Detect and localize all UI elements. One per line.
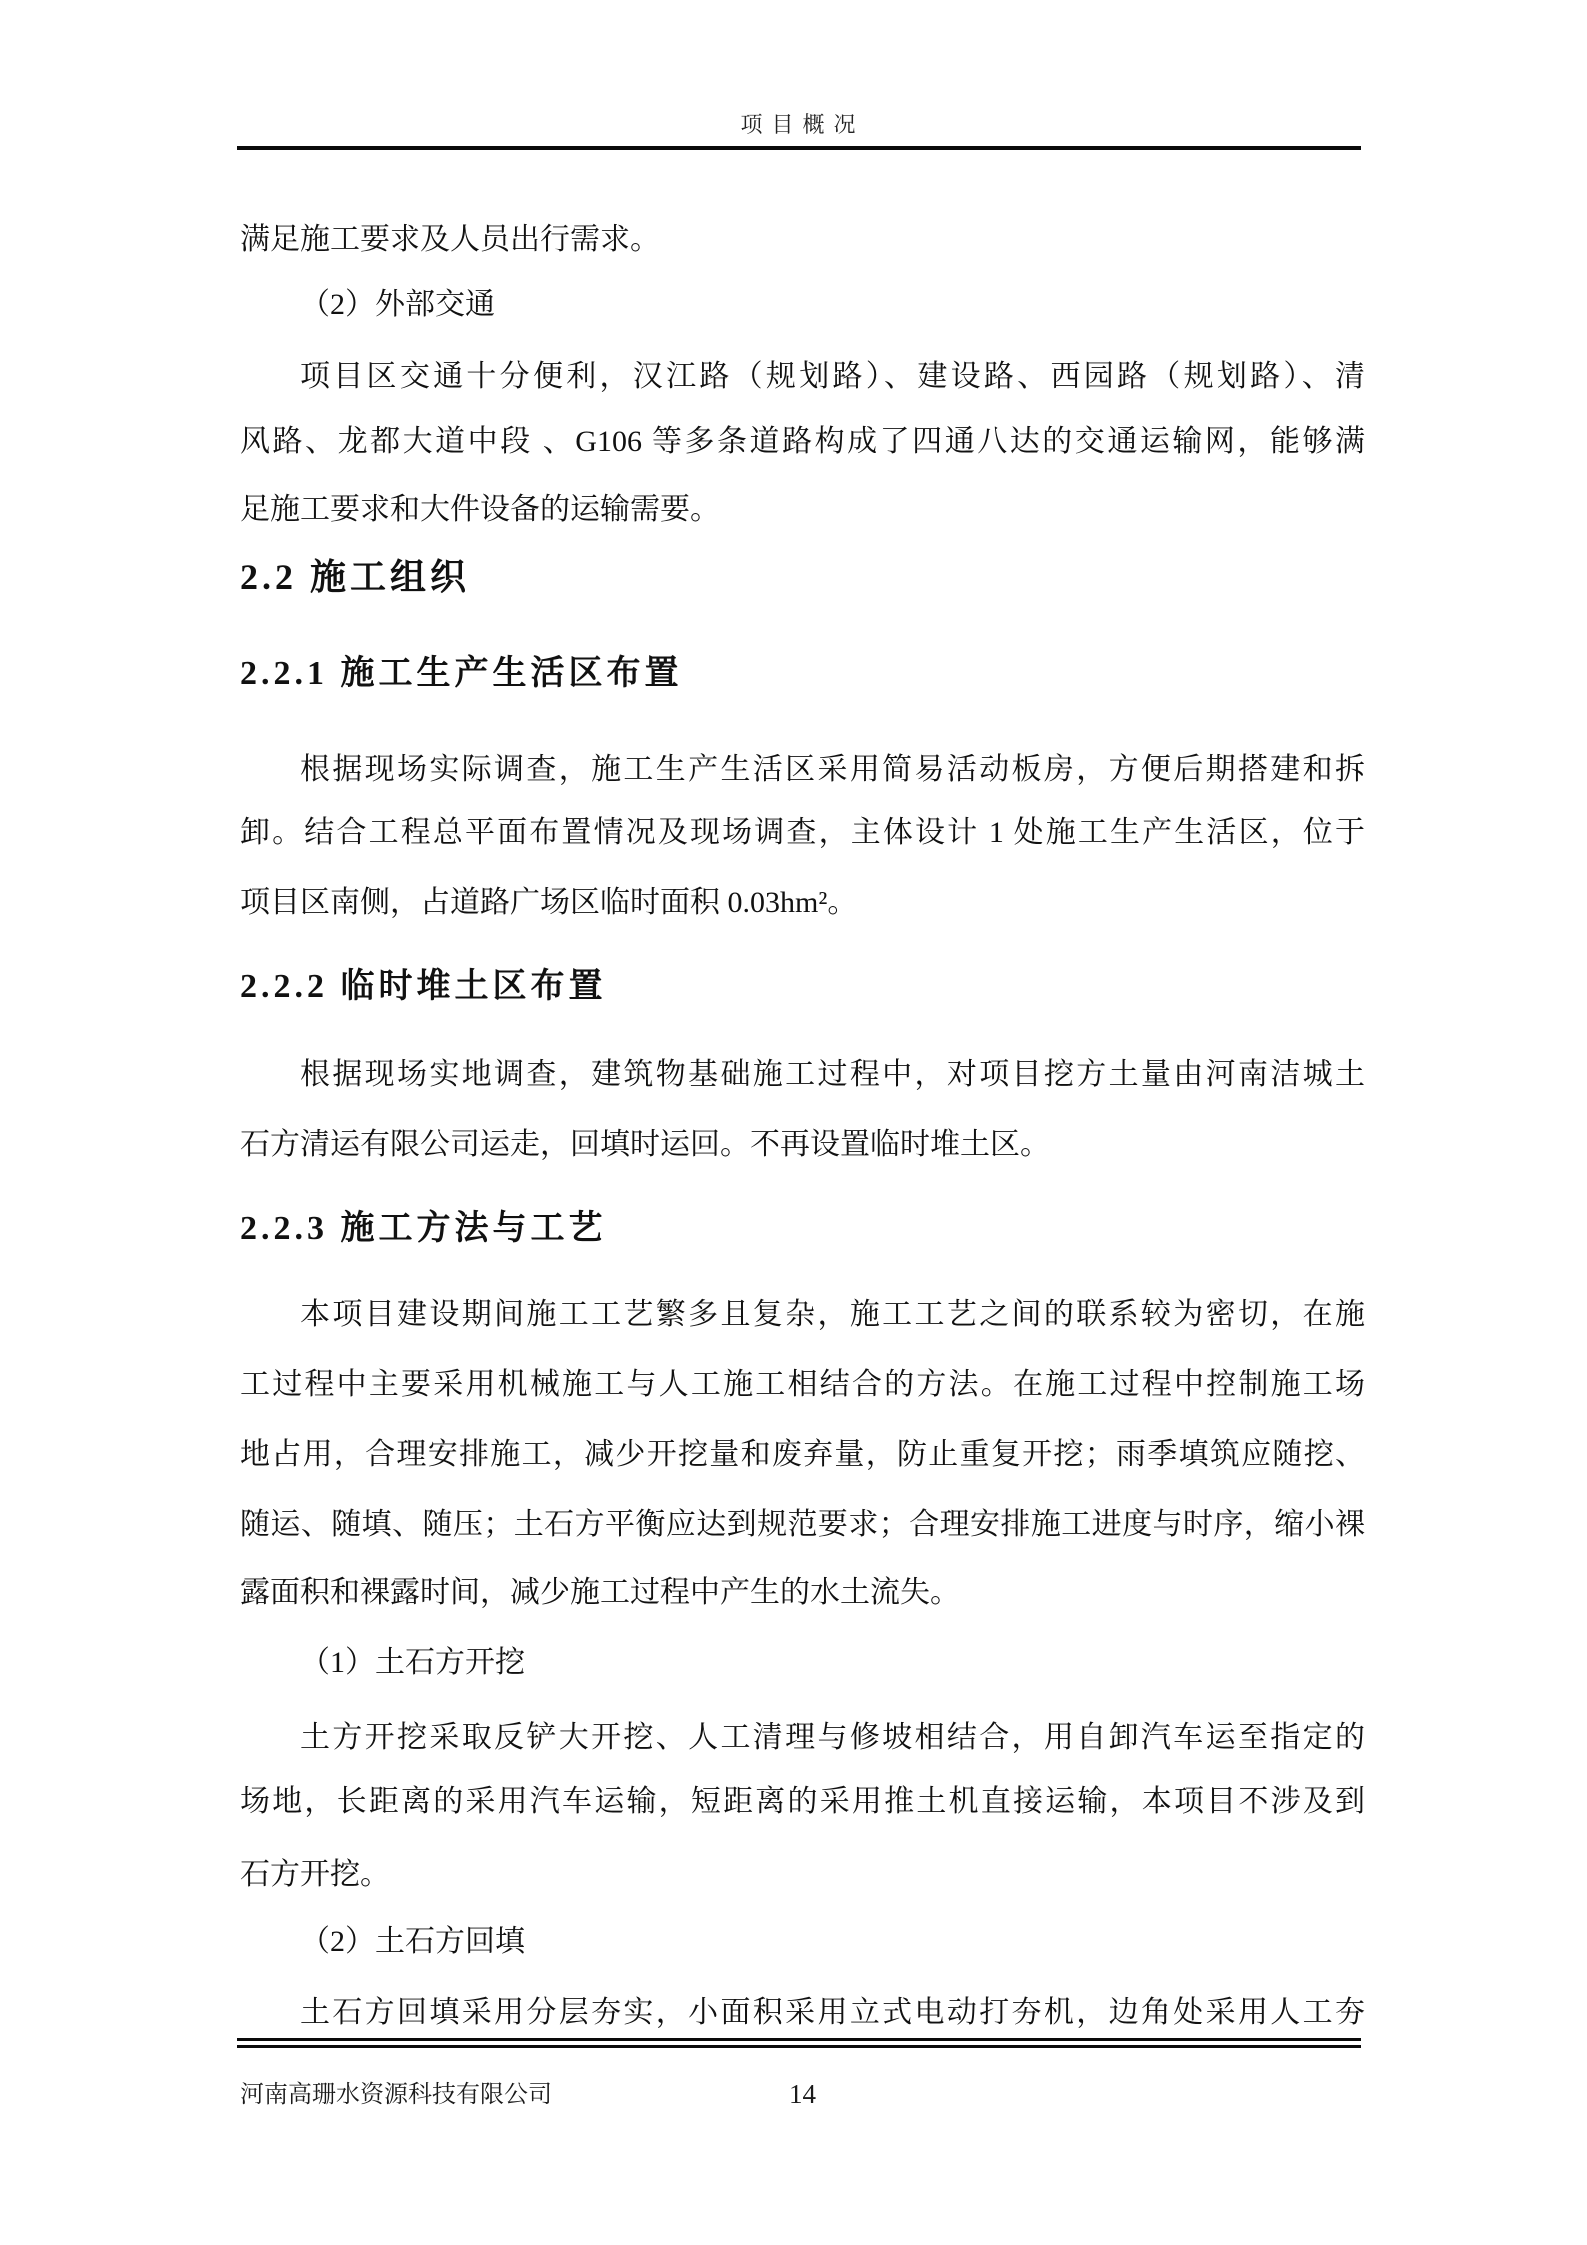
paragraph-line: 风路、龙都大道中段 、G106 等多条道路构成了四通八达的交通运输网，能够满: [240, 425, 1365, 458]
section-heading-2-2-2: 2.2.2 临时堆土区布置: [240, 968, 607, 1005]
paragraph-line: 露面积和裸露时间，减少施工过程中产生的水土流失。: [240, 1576, 960, 1609]
paragraph-line: 工过程中主要采用机械施工与人工施工相结合的方法。在施工过程中控制施工场: [240, 1368, 1365, 1401]
paragraph-line: 足施工要求和大件设备的运输需要。: [240, 493, 720, 526]
footer-company-name: 河南高珊水资源科技有限公司: [240, 2082, 552, 2108]
paragraph-line: 本项目建设期间施工工艺繁多且复杂，施工工艺之间的联系较为密切，在施: [300, 1298, 1365, 1331]
paragraph-line: 石方清运有限公司运走，回填时运回。不再设置临时堆土区。: [240, 1128, 1050, 1161]
paragraph-line: 土石方回填采用分层夯实，小面积采用立式电动打夯机，边角处采用人工夯: [300, 1996, 1365, 2029]
paragraph-line: 根据现场实际调查，施工生产生活区采用简易活动板房，方便后期搭建和拆: [300, 753, 1365, 786]
list-item-earthwork-excavation: （1）土石方开挖: [300, 1646, 525, 1679]
page-header-title: 项目概况: [740, 112, 865, 137]
page-number: 14: [789, 2079, 816, 2109]
paragraph-line: 石方开挖。: [240, 1858, 390, 1891]
section-heading-2-2-1: 2.2.1 施工生产生活区布置: [240, 655, 683, 692]
paragraph-line: 根据现场实地调查，建筑物基础施工过程中，对项目挖方土量由河南洁城土: [300, 1058, 1365, 1091]
paragraph-line: 项目区南侧，占道路广场区临时面积 0.03hm²。: [240, 886, 858, 919]
header-rule: [237, 146, 1361, 150]
list-item-earthwork-backfill: （2）土石方回填: [300, 1925, 525, 1958]
paragraph-line: 地占用，合理安排施工，减少开挖量和废弃量，防止重复开挖；雨季填筑应随挖、: [240, 1438, 1365, 1471]
paragraph-line: 随运、随填、随压；土石方平衡应达到规范要求；合理安排施工进度与时序，缩小裸: [240, 1508, 1365, 1541]
paragraph-line: 土方开挖采取反铲大开挖、人工清理与修坡相结合，用自卸汽车运至指定的: [300, 1721, 1365, 1754]
section-heading-2-2-3: 2.2.3 施工方法与工艺: [240, 1210, 607, 1247]
section-heading-2-2: 2.2 施工组织: [240, 557, 471, 597]
paragraph-line: 卸。结合工程总平面布置情况及现场调查，主体设计 1 处施工生产生活区，位于: [240, 816, 1365, 849]
footer-rule: [237, 2038, 1361, 2048]
paragraph-line: 满足施工要求及人员出行需求。: [240, 223, 660, 256]
paragraph-line: 场地，长距离的采用汽车运输，短距离的采用推土机直接运输，本项目不涉及到: [240, 1785, 1365, 1818]
paragraph-line: 项目区交通十分便利，汉江路（规划路）、建设路、西园路（规划路）、清: [300, 360, 1365, 393]
list-item-external-traffic: （2）外部交通: [300, 288, 495, 321]
